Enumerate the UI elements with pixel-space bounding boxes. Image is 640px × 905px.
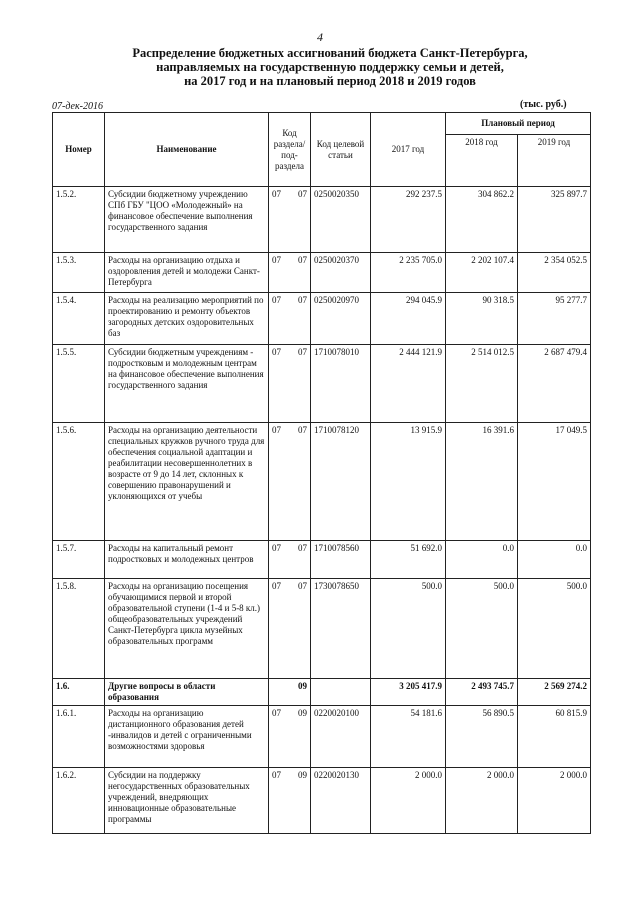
row-subsection: 07 — [298, 189, 307, 199]
page-number: 4 — [317, 30, 323, 44]
row-value-2019: 325 897.7 — [518, 187, 591, 253]
row-target-code: 1730078650 — [311, 579, 371, 679]
row-number: 1.5.8. — [53, 579, 105, 679]
row-number: 1.5.2. — [53, 187, 105, 253]
row-section: 07 — [272, 770, 281, 780]
row-value-2018: 2 493 745.7 — [446, 679, 518, 706]
row-section-code — [269, 679, 311, 706]
table-row — [53, 706, 591, 768]
row-section: 07 — [272, 708, 281, 718]
row-section-code — [269, 253, 311, 293]
header-2018: 2018 год — [446, 135, 518, 187]
row-value-2018: 304 862.2 — [446, 187, 518, 253]
row-value-2018: 56 890.5 — [446, 706, 518, 768]
table-row — [53, 293, 591, 345]
header-2017: 2017 год — [371, 113, 446, 187]
document-date: 07-дек-2016 — [52, 101, 103, 112]
table-row — [53, 423, 591, 541]
row-target-code: 1710078120 — [311, 423, 371, 541]
row-value-2018: 90 318.5 — [446, 293, 518, 345]
row-number: 1.5.6. — [53, 423, 105, 541]
header-section-code: Код раздела/ под-раздела — [269, 113, 311, 187]
budget-table — [52, 112, 591, 834]
row-number: 1.5.3. — [53, 253, 105, 293]
table-row — [53, 345, 591, 423]
row-name: Расходы на организацию дистанционного образования детей -инвалидов и детей с ограниченными возможностями здоровья — [105, 706, 269, 768]
row-value-2017: 3 205 417.9 — [371, 679, 446, 706]
row-value-2017: 500.0 — [371, 579, 446, 679]
units-label: (тыс. руб.) — [520, 99, 567, 110]
row-name: Расходы на организацию посещения обучающимися первой и второй образовательной ступени (1-4 и 5-8 кл.) общеобразовательных учреждений Санкт-Петербурга цикла музейных образовательных программ — [105, 579, 269, 679]
row-value-2018: 2 202 107.4 — [446, 253, 518, 293]
header-target-code: Код целевой статьи — [311, 113, 371, 187]
row-section: 07 — [272, 425, 281, 435]
row-section-code — [269, 541, 311, 579]
row-subsection: 07 — [298, 347, 307, 357]
row-value-2017: 13 915.9 — [371, 423, 446, 541]
row-subsection: 07 — [298, 255, 307, 265]
row-name: Другие вопросы в области образования — [105, 679, 269, 706]
row-value-2019: 2 000.0 — [518, 768, 591, 834]
row-number: 1.6. — [53, 679, 105, 706]
row-section: 07 — [272, 581, 281, 591]
table-row — [53, 253, 591, 293]
row-section: 07 — [272, 295, 281, 305]
row-number: 1.5.7. — [53, 541, 105, 579]
row-value-2019: 95 277.7 — [518, 293, 591, 345]
row-value-2017: 2 444 121.9 — [371, 345, 446, 423]
row-target-code: 0250020350 — [311, 187, 371, 253]
row-value-2017: 51 692.0 — [371, 541, 446, 579]
row-section-code — [269, 579, 311, 679]
row-value-2017: 294 045.9 — [371, 293, 446, 345]
row-subsection: 07 — [298, 581, 307, 591]
row-section: 07 — [272, 189, 281, 199]
row-section-code — [269, 706, 311, 768]
row-name: Расходы на организацию деятельности специальных кружков ручного труда для обеспечения социальной адаптации и реабилитации несовершеннолетних в возрасте от 9 до 14 лет, склонных к совершению правонарушений и уклоняющихся от учебы — [105, 423, 269, 541]
row-number: 1.6.2. — [53, 768, 105, 834]
row-section-code — [269, 768, 311, 834]
row-target-code: 0220020130 — [311, 768, 371, 834]
row-value-2017: 292 237.5 — [371, 187, 446, 253]
row-subsection: 09 — [298, 708, 307, 718]
row-name: Расходы на организацию отдыха и оздоровления детей и молодежи Санкт-Петербурга — [105, 253, 269, 293]
row-subsection: 07 — [298, 295, 307, 305]
row-value-2018: 2 514 012.5 — [446, 345, 518, 423]
row-value-2018: 16 391.6 — [446, 423, 518, 541]
header-number: Номер — [53, 113, 105, 187]
row-value-2017: 2 000.0 — [371, 768, 446, 834]
row-value-2019: 500.0 — [518, 579, 591, 679]
row-number: 1.5.5. — [53, 345, 105, 423]
row-name: Субсидии бюджетным учреждениям - подростковым и молодежным центрам на финансовое обеспечение выполнения государственного задания — [105, 345, 269, 423]
row-target-code: 0250020970 — [311, 293, 371, 345]
row-section: 07 — [272, 347, 281, 357]
row-target-code: 0250020370 — [311, 253, 371, 293]
row-section-code — [269, 345, 311, 423]
row-value-2019: 17 049.5 — [518, 423, 591, 541]
row-target-code — [311, 679, 371, 706]
row-number: 1.5.4. — [53, 293, 105, 345]
document-title — [60, 46, 600, 88]
table-row — [53, 768, 591, 834]
row-name: Субсидии бюджетному учреждению СПб ГБУ "ЦОО «Молодежный» на финансовое обеспечение выполнения государственного задания — [105, 187, 269, 253]
row-value-2017: 2 235 705.0 — [371, 253, 446, 293]
row-value-2018: 500.0 — [446, 579, 518, 679]
header-name: Наименование — [105, 113, 269, 187]
row-value-2019: 2 569 274.2 — [518, 679, 591, 706]
row-value-2019: 2 354 052.5 — [518, 253, 591, 293]
row-target-code: 1710078560 — [311, 541, 371, 579]
row-subsection: 07 — [298, 543, 307, 553]
row-value-2019: 0.0 — [518, 541, 591, 579]
row-subsection: 09 — [298, 770, 307, 780]
title-line-2: направляемых на государственную поддержку семьи и детей, — [156, 60, 504, 74]
row-value-2019: 60 815.9 — [518, 706, 591, 768]
title-line-1: Распределение бюджетных ассигнований бюджета Санкт-Петербурга, — [132, 46, 528, 60]
row-section-code — [269, 423, 311, 541]
table-body — [53, 187, 591, 834]
row-value-2019: 2 687 479.4 — [518, 345, 591, 423]
row-section-code — [269, 187, 311, 253]
row-name: Расходы на капитальный ремонт подростковых и молодежных центров — [105, 541, 269, 579]
row-section-code — [269, 293, 311, 345]
row-value-2018: 0.0 — [446, 541, 518, 579]
row-target-code: 1710078010 — [311, 345, 371, 423]
row-name: Расходы на реализацию мероприятий по проектированию и ремонту объектов загородных детских оздоровительных баз — [105, 293, 269, 345]
row-section: 07 — [272, 543, 281, 553]
row-subsection: 09 — [298, 681, 307, 691]
header-planned-period: Плановый период — [446, 113, 591, 135]
table-row — [53, 579, 591, 679]
row-section: 07 — [272, 255, 281, 265]
title-line-3: на 2017 год и на плановый период 2018 и 2019 годов — [184, 74, 476, 88]
header-2019: 2019 год — [518, 135, 591, 187]
table-row — [53, 679, 591, 706]
table-row — [53, 541, 591, 579]
row-target-code: 0220020100 — [311, 706, 371, 768]
row-value-2018: 2 000.0 — [446, 768, 518, 834]
table-row — [53, 187, 591, 253]
row-value-2017: 54 181.6 — [371, 706, 446, 768]
row-name: Субсидии на поддержку негосударственных образовательных учреждений, внедряющих инновационные образовательные программы — [105, 768, 269, 834]
row-number: 1.6.1. — [53, 706, 105, 768]
row-subsection: 07 — [298, 425, 307, 435]
